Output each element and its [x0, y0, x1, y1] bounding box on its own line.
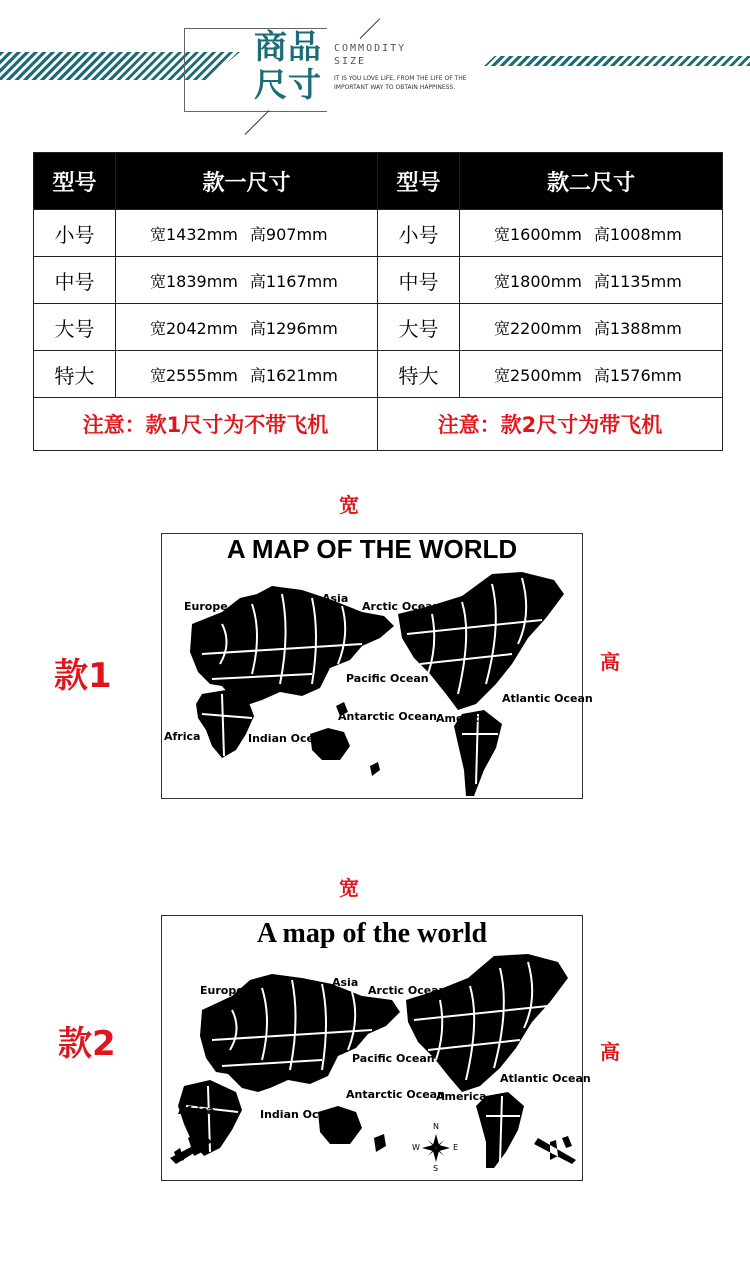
compass-e: E	[453, 1143, 459, 1152]
size-cell	[116, 304, 378, 351]
size-cell	[460, 304, 723, 351]
map-label-arctic: Arctic Ocean	[368, 984, 447, 997]
title-en-line2: SIZE	[334, 56, 367, 67]
title-en	[334, 42, 406, 68]
map-title: A MAP OF THE WORLD	[226, 534, 518, 564]
tagline-line1: IT IS YOU LOVE LIFE, FROM THE LIFE OF THE	[334, 75, 467, 82]
world-map-silhouette	[162, 534, 582, 798]
style1-label: 款1	[54, 656, 112, 696]
header-slash-top	[360, 18, 381, 39]
map-label-europe: Europe	[200, 984, 244, 997]
table-row	[34, 210, 723, 257]
width-value: 宽2500mm	[494, 365, 582, 385]
height-value: 高1167mm	[249, 271, 338, 291]
width-value: 宽1432mm	[150, 224, 238, 244]
airplane-icon	[534, 1136, 576, 1164]
map-label-africa: Africa	[178, 1104, 215, 1117]
height-value: 高1008mm	[593, 224, 682, 244]
table-row	[34, 257, 723, 304]
compass-w: W	[412, 1143, 420, 1152]
header-slash-bottom	[245, 110, 270, 135]
col-header-model-2: 型号	[378, 153, 460, 210]
width-value: 宽1839mm	[150, 271, 238, 291]
height-value: 高907mm	[249, 224, 328, 244]
island-shape	[374, 1134, 386, 1152]
size-cell	[116, 351, 378, 398]
model-cell: 大号	[378, 304, 460, 351]
width-value: 宽2042mm	[150, 318, 238, 338]
map-style2	[161, 915, 591, 1181]
size-cell	[460, 210, 723, 257]
style2-height-label: 高	[600, 1040, 620, 1064]
header-stripe-right	[484, 56, 750, 66]
compass-s: S	[433, 1164, 439, 1173]
north-america-shape	[398, 572, 564, 710]
compass-rose-icon	[422, 1134, 450, 1162]
model-cell: 小号	[378, 210, 460, 257]
compass-n: N	[433, 1122, 439, 1131]
style1-width-label: 宽	[339, 493, 359, 517]
map-style1	[161, 533, 593, 799]
table-row	[34, 351, 723, 398]
map-label-indian: Indian Ocean	[260, 1108, 342, 1121]
height-value: 高1576mm	[593, 365, 682, 385]
map-label-atlantic: Atlantic Ocean	[502, 692, 593, 705]
map-label-indian: Indian Ocean	[248, 732, 330, 745]
model-cell: 中号	[34, 257, 116, 304]
title-en-line1: COMMODITY	[334, 43, 407, 54]
size-cell	[460, 351, 723, 398]
style2-label: 款2	[58, 1024, 116, 1064]
map-label-arctic: Arctic Ocean	[362, 600, 441, 613]
col-header-style2-size: 款二尺寸	[460, 153, 723, 210]
island-shape	[370, 762, 380, 776]
height-value: 高1388mm	[593, 318, 682, 338]
width-value: 宽1800mm	[494, 271, 582, 291]
height-value: 高1296mm	[249, 318, 338, 338]
map-label-pacific: Pacific Ocean	[352, 1052, 435, 1065]
map-label-europe: Europe	[184, 600, 228, 613]
map-title: A map of the world	[256, 918, 488, 949]
map-label-america: America	[436, 712, 487, 725]
map-label-antarctic: Antarctic Ocean	[338, 710, 437, 723]
col-header-style1-size: 款一尺寸	[116, 153, 378, 210]
tagline	[334, 74, 474, 92]
width-value: 宽2555mm	[150, 365, 238, 385]
map-label-asia: Asia	[322, 592, 349, 605]
col-header-model-1: 型号	[34, 153, 116, 210]
height-value: 高1135mm	[593, 271, 682, 291]
size-cell	[460, 257, 723, 304]
model-cell: 特大	[378, 351, 460, 398]
size-cell	[116, 257, 378, 304]
note-style1: 注意：款1尺寸为不带飞机	[34, 398, 378, 451]
map-label-pacific: Pacific Ocean	[346, 672, 429, 685]
model-cell: 小号	[34, 210, 116, 257]
model-cell: 特大	[34, 351, 116, 398]
height-value: 高1621mm	[249, 365, 338, 385]
map-label-atlantic: Atlantic Ocean	[500, 1072, 591, 1085]
map-label-antarctic: Antarctic Ocean	[346, 1088, 445, 1101]
style1-height-label: 高	[600, 650, 620, 674]
width-value: 宽1600mm	[494, 224, 582, 244]
tagline-line2: IMPORTANT WAY TO OBTAIN HAPPINESS.	[334, 84, 456, 91]
size-cell	[116, 210, 378, 257]
style2-width-label: 宽	[339, 876, 359, 900]
table-header-row	[34, 153, 723, 210]
page-title: 商品尺寸	[254, 27, 322, 104]
table-row	[34, 304, 723, 351]
africa-shape	[196, 690, 254, 758]
model-cell: 中号	[378, 257, 460, 304]
map-label-africa: Africa	[164, 730, 201, 743]
model-cell: 大号	[34, 304, 116, 351]
map-label-america: America	[436, 1090, 487, 1103]
note-style2: 注意：款2尺寸为带飞机	[378, 398, 723, 451]
map-label-asia: Asia	[332, 976, 359, 989]
world-map-silhouette	[162, 916, 582, 1180]
notes-row	[34, 398, 723, 451]
size-table	[33, 152, 723, 451]
width-value: 宽2200mm	[494, 318, 582, 338]
